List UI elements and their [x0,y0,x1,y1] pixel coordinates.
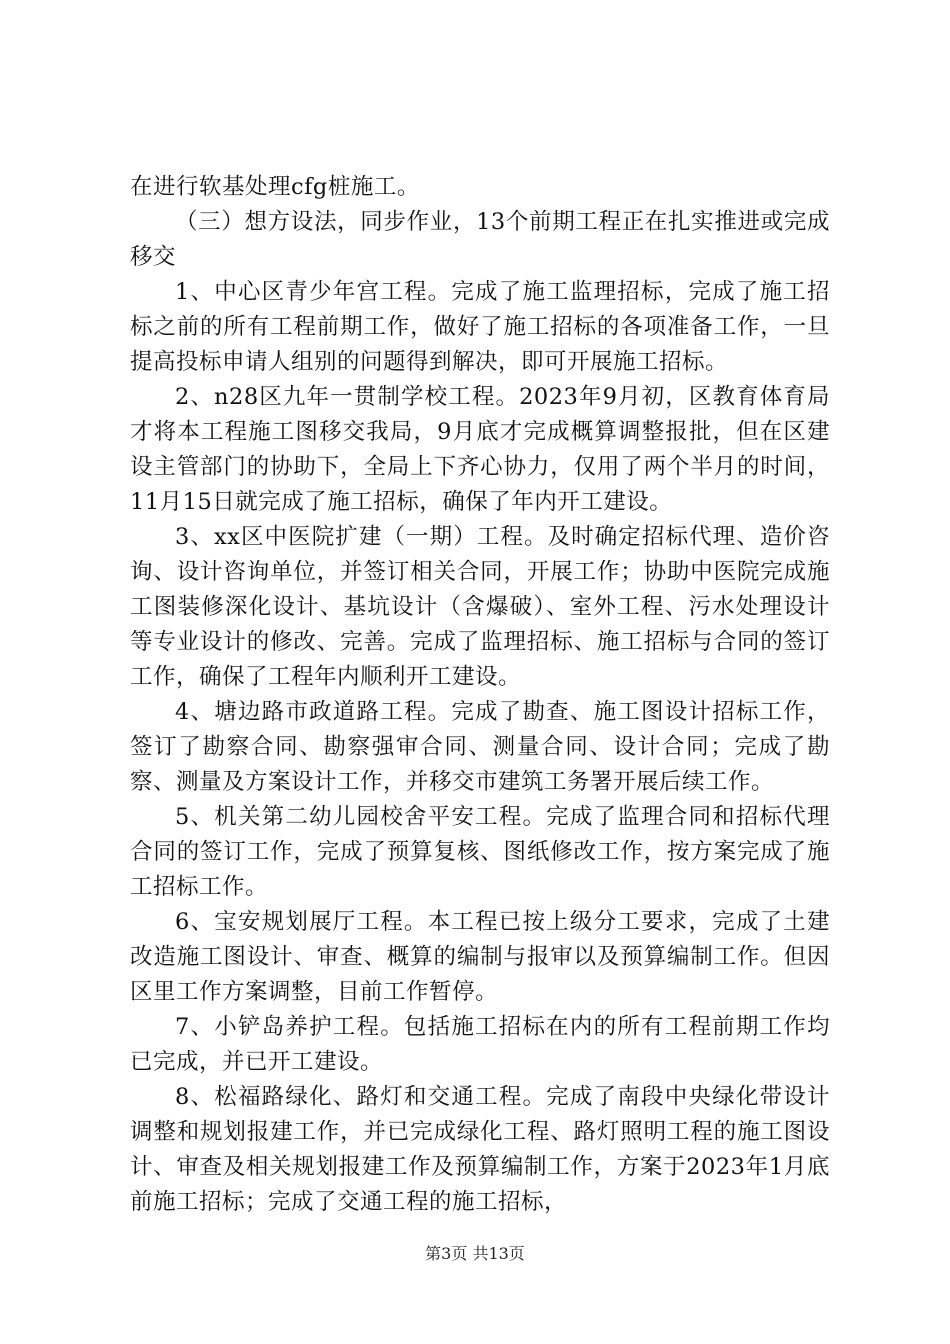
paragraph-item-5: 5、机关第二幼儿园校舍平安工程。完成了监理合同和招标代理合同的签订工作，完成了预算复核、图纸修改工作，按方案完成了施工招标工作。 [130,804,830,900]
paragraph-continuation: 在进行软基处理cfg桩施工。 [130,174,420,200]
section-heading-3: （三）想方设法，同步作业，13个前期工程正在扎实推进或完成移交 [130,209,830,270]
paragraph-item-7: 7、小铲岛养护工程。包括施工招标在内的所有工程前期工作均已完成，并已开工建设。 [130,1014,830,1075]
paragraph-item-2: 2、n28区九年一贯制学校工程。2023年9月初，区教育体育局才将本工程施工图移交我局，9月底才完成概算调整报批，但在区建设主管部门的协助下，全局上下齐心协力，仅用了两个半月的时间，11月15日就完成了施工招标，确保了年内开工建设。 [130,384,830,515]
paragraph-item-8: 8、松福路绿化、路灯和交通工程。完成了南段中央绿化带设计调整和规划报建工作，并已完成绿化工程、路灯照明工程的施工图设计、审查及相关规划报建工作及预算编制工作，方案于2023年1月底前施工招标；完成了交通工程的施工招标， [130,1084,830,1215]
paragraph-item-3: 3、xx区中医院扩建（一期）工程。及时确定招标代理、造价咨询、设计咨询单位，并签订相关合同，开展工作；协助中医院完成施工图装修深化设计、基坑设计（含爆破）、室外工程、污水处理设计等专业设计的修改、完善。完成了监理招标、施工招标与合同的签订工作，确保了工程年内顺利开工建设。 [130,524,830,690]
paragraph-item-4: 4、塘边路市政道路工程。完成了勘查、施工图设计招标工作，签订了勘察合同、勘察强审合同、测量合同、设计合同；完成了勘察、测量及方案设计工作，并移交市建筑工务署开展后续工作。 [130,699,830,795]
page-number-footer: 第3页 共13页 [425,1244,525,1263]
document-body [130,170,830,1220]
paragraph-item-6: 6、宝安规划展厅工程。本工程已按上级分工要求，完成了土建改造施工图设计、审查、概算的编制与报审以及预算编制工作。但因区里工作方案调整，目前工作暂停。 [130,909,830,1005]
paragraph-item-1: 1、中心区青少年宫工程。完成了施工监理招标，完成了施工招标之前的所有工程前期工作，做好了施工招标的各项准备工作，一旦提高投标申请人组别的问题得到解决，即可开展施工招标。 [130,279,830,375]
